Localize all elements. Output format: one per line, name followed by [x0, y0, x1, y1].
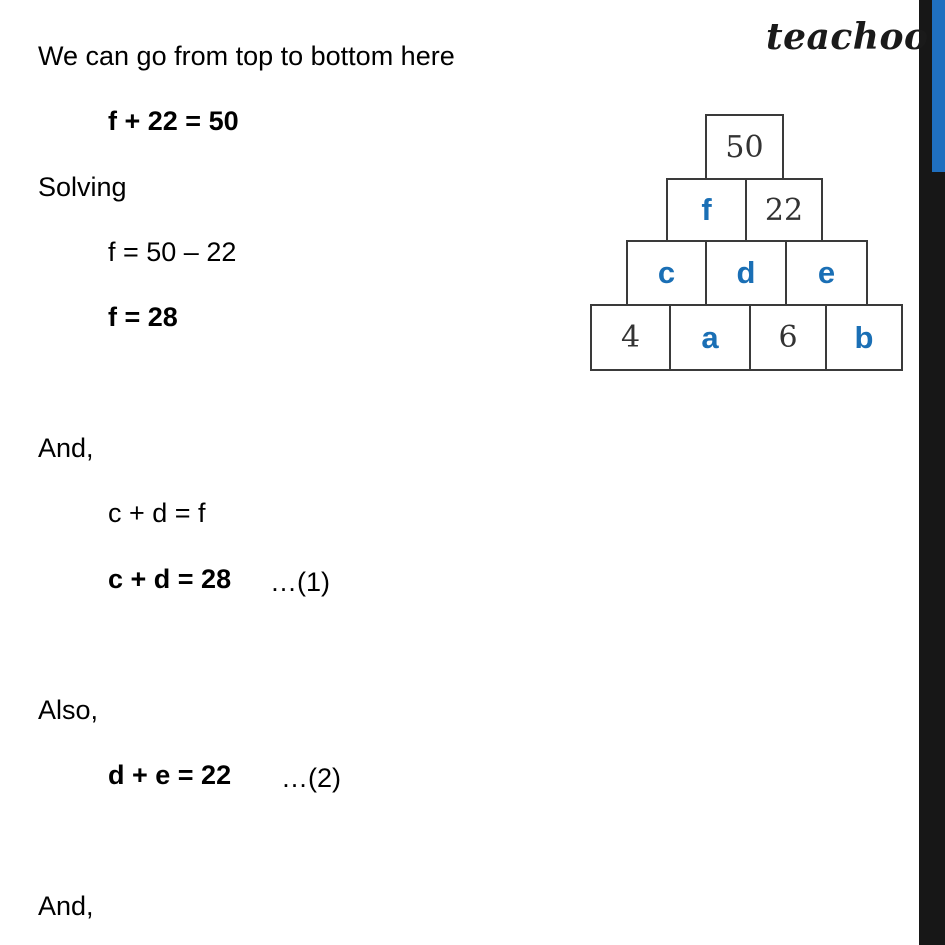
pyramid-variable: f: [701, 192, 712, 227]
step-c-d-f: c + d = f: [108, 498, 206, 528]
pyramid-value: 4: [620, 320, 641, 355]
pyramid-variable: a: [701, 319, 719, 355]
equation-f-22-50: f + 22 = 50: [108, 106, 239, 136]
result-f-28: f = 28: [108, 302, 178, 332]
pyramid-variable: d: [736, 255, 756, 290]
pyramid-variable: c: [657, 255, 676, 290]
and-label-2: And,: [38, 891, 94, 921]
pyramid-cell-d: [705, 240, 787, 306]
pyramid-variable: e: [817, 255, 836, 290]
equation-d-e-22: d + e = 22: [108, 760, 232, 790]
solving-label: Solving: [38, 172, 127, 202]
pyramid-value: 6: [778, 320, 798, 355]
pyramid-variable: b: [854, 319, 874, 355]
and-label-1: And,: [38, 433, 94, 463]
intro-text: We can go from top to bottom here: [38, 41, 455, 71]
pyramid-cell-22: [745, 178, 823, 242]
also-label: Also,: [38, 695, 99, 725]
pyramid-cell-top: [705, 114, 784, 180]
pyramid-value: 50: [725, 129, 764, 165]
pyramid-cell-c: [626, 240, 707, 306]
pyramid-cell-4: [590, 304, 671, 371]
pyramid-cell-a: [669, 304, 751, 371]
scrollbar-thumb[interactable]: [932, 0, 945, 172]
pyramid-cell-f: [666, 178, 747, 242]
pyramid-cell-e: [785, 240, 868, 306]
teachoo-logo: teachoo: [766, 16, 929, 58]
equation-ref-1: …(1): [270, 567, 330, 597]
pyramid-cell-6: [749, 304, 827, 371]
step-f-50-minus-22: f = 50 – 22: [108, 237, 237, 267]
equation-c-d-28: c + d = 28: [108, 564, 232, 594]
equation-ref-2: …(2): [281, 763, 341, 793]
pyramid-value: 22: [764, 192, 804, 228]
pyramid-cell-b: [825, 304, 903, 371]
